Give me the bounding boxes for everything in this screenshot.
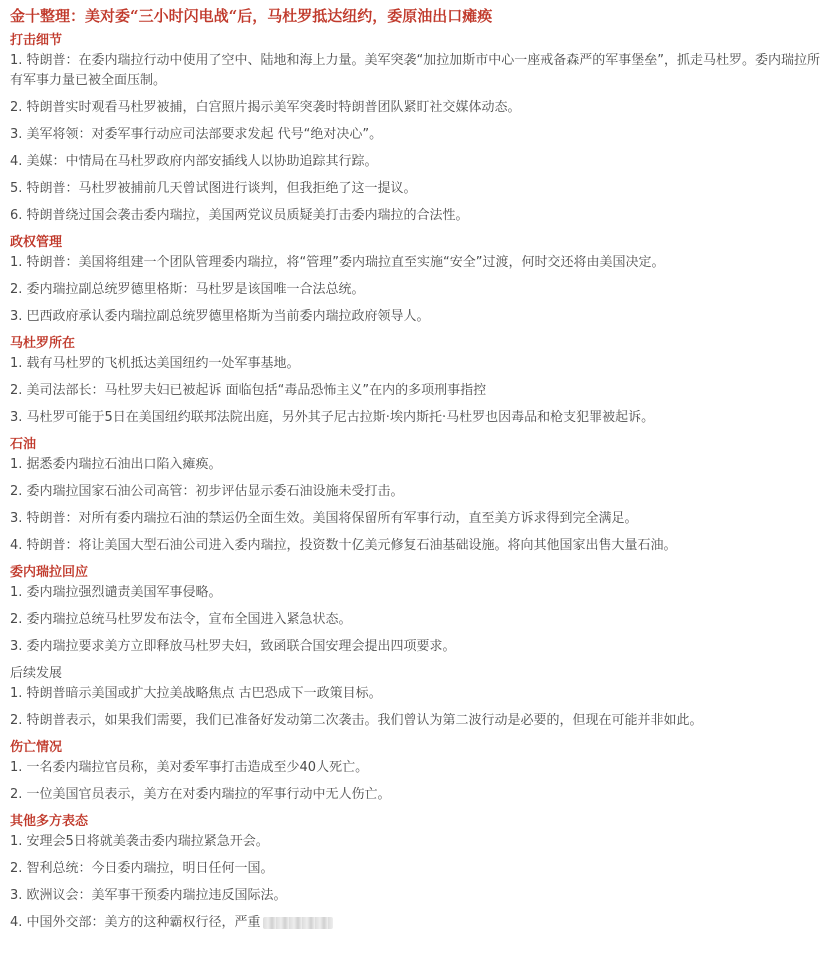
section-heading: 石油	[10, 437, 37, 452]
list-item: 2. 委内瑞拉国家石油公司高管：初步评估显示委石油设施未受打击。	[10, 484, 404, 499]
section-other-statements	[10, 812, 825, 933]
list-item: 3. 马杜罗可能于5日在美国纽约联邦法院出庭，另外其子尼古拉斯·埃内斯托·马杜罗也因毒品和枪支犯罪被起诉。	[10, 410, 655, 425]
list-item: 1. 安理会5日将就美袭击委内瑞拉紧急开会。	[10, 834, 269, 849]
list-item: 1. 特朗普暗示美国或扩大拉美战略焦点 古巴恐成下一政策目标。	[10, 686, 382, 701]
list-item: 3. 美军将领：对委军事行动应司法部要求发起 代号“绝对决心”。	[10, 127, 383, 142]
article	[10, 0, 825, 940]
section-heading: 伤亡情况	[10, 740, 63, 755]
section-heading: 打击细节	[10, 33, 63, 48]
list-item: 2. 委内瑞拉副总统罗德里格斯：马杜罗是该国唯一合法总统。	[10, 282, 365, 297]
section-maduro-location	[10, 334, 825, 428]
section-casualties	[10, 738, 825, 805]
list-item: 5. 特朗普：马杜罗被捕前几天曾试图进行谈判，但我拒绝了这一提议。	[10, 181, 417, 196]
list-item: 2. 特朗普实时观看马杜罗被捕，白宫照片揭示美军突袭时特朗普团队紧盯社交媒体动态。	[10, 100, 521, 115]
list-item: 6. 特朗普绕过国会袭击委内瑞拉，美国两党议员质疑美打击委内瑞拉的合法性。	[10, 208, 469, 223]
section-heading: 后续发展	[10, 666, 63, 681]
list-item: 3. 特朗普：对所有委内瑞拉石油的禁运仍全面生效。美国将保留所有军事行动，直至美方诉求得到完全满足。	[10, 511, 638, 526]
list-item: 1. 一名委内瑞拉官员称，美对委军事打击造成至少40人死亡。	[10, 760, 369, 775]
list-item: 1. 委内瑞拉强烈谴责美国军事侵略。	[10, 585, 222, 600]
section-oil	[10, 435, 825, 556]
list-item: 1. 特朗普：在委内瑞拉行动中使用了空中、陆地和海上力量。美军突袭“加拉加斯市中心一座戒备森严的军事堡垒”，抓走马杜罗。委内瑞拉所有军事力量已被全面压制。	[10, 53, 821, 88]
section-heading: 马杜罗所在	[10, 336, 76, 351]
list-item: 2. 特朗普表示，如果我们需要，我们已准备好发动第二次袭击。我们曾认为第二波行动是必要的，但现在可能并非如此。	[10, 713, 703, 728]
blurred-text-fade	[263, 917, 333, 929]
list-item: 2. 一位美国官员表示，美方在对委内瑞拉的军事行动中无人伤亡。	[10, 787, 391, 802]
section-strike-details	[10, 31, 825, 226]
section-regime-management	[10, 233, 825, 327]
list-item: 2. 智利总统：今日委内瑞拉，明日任何一国。	[10, 861, 274, 876]
list-item-text: 4. 中国外交部：美方的这种霸权行径，严重	[10, 915, 261, 930]
section-heading: 委内瑞拉回应	[10, 565, 89, 580]
section-heading: 其他多方表态	[10, 814, 89, 829]
section-heading: 政权管理	[10, 235, 63, 250]
list-item: 2. 美司法部长：马杜罗夫妇已被起诉 面临包括“毒品恐怖主义”在内的多项刑事指控	[10, 383, 487, 398]
list-item: 1. 载有马杜罗的飞机抵达美国纽约一处军事基地。	[10, 356, 300, 371]
list-item: 1. 据悉委内瑞拉石油出口陷入瘫痪。	[10, 457, 222, 472]
list-item: 1. 特朗普：美国将组建一个团队管理委内瑞拉，将“管理”委内瑞拉直至实施“安全”过渡，何时交还将由美国决定。	[10, 255, 665, 270]
list-item: 2. 委内瑞拉总统马杜罗发布法令，宣布全国进入紧急状态。	[10, 612, 352, 627]
list-item: 4. 美媒：中情局在马杜罗政府内部安插线人以协助追踪其行踪。	[10, 154, 378, 169]
list-item: 3. 欧洲议会：美军事干预委内瑞拉违反国际法。	[10, 888, 287, 903]
section-venezuela-response	[10, 563, 825, 657]
list-item: 4. 特朗普：将让美国大型石油公司进入委内瑞拉，投资数十亿美元修复石油基础设施。将向其他国家出售大量石油。	[10, 538, 677, 553]
section-follow-up	[10, 664, 825, 731]
list-item-truncated	[10, 913, 825, 933]
list-item: 3. 委内瑞拉要求美方立即释放马杜罗夫妇，致函联合国安理会提出四项要求。	[10, 639, 456, 654]
list-item: 3. 巴西政府承认委内瑞拉副总统罗德里格斯为当前委内瑞拉政府领导人。	[10, 309, 430, 324]
article-title: 金十整理：美对委“三小时闪电战“后，马杜罗抵达纽约，委原油出口瘫痪	[10, 7, 493, 25]
